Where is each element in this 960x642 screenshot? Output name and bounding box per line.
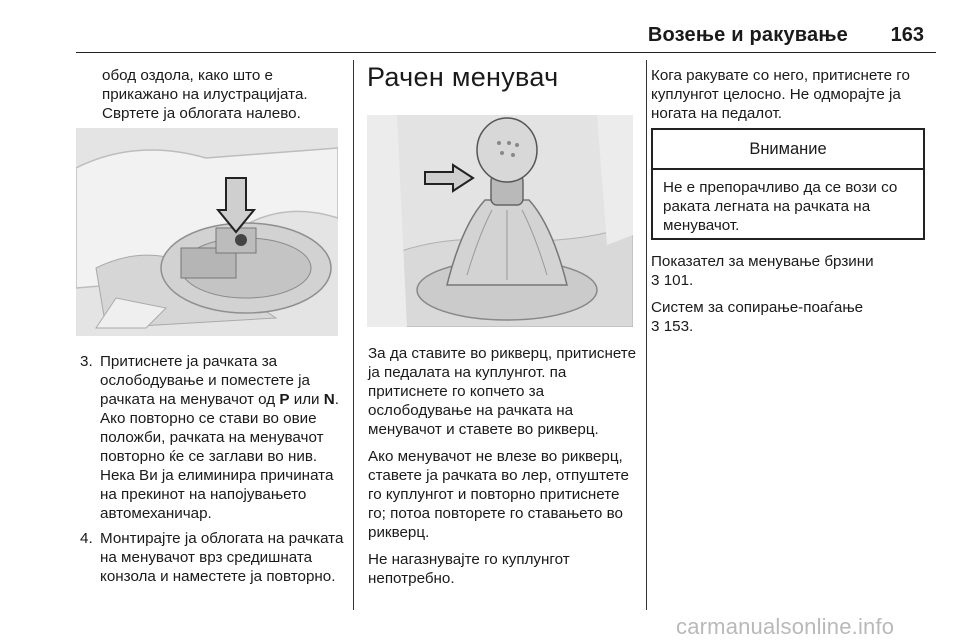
watermark: carmanualsonline.info (676, 614, 895, 639)
reference-gear-indicator: Показател за менување брзини 3 101. (651, 253, 874, 289)
step-3-or: или (289, 391, 324, 408)
gear-lever-drawing (367, 115, 633, 327)
left-column-intro (102, 66, 342, 123)
console-trim-drawing (76, 128, 338, 336)
step-4-text: Монтирајте ја облогата на рачката на менувачот врз средишната конзола и наместете ја повторно. (100, 530, 344, 585)
reference-arrow-icon: 3 (651, 272, 660, 289)
notice-title: Внимание (653, 130, 923, 170)
clutch-operation-text: Кога ракувате со него, притиснете го куплунгот целосно. Не одморајте ја ногата на педалот. (651, 67, 910, 122)
key-n: N (323, 391, 335, 408)
manual-transmission-heading: Рачен менувач (367, 62, 559, 92)
step-3-text-a: Притиснете ја рачката за ослободување и поместете ја рачката на менувачот од (100, 353, 310, 408)
step-3 (76, 352, 346, 523)
reference-arrow-icon: 3 (651, 318, 660, 335)
column-divider-left (353, 60, 354, 610)
column-divider-right (646, 60, 647, 610)
middle-column-text (368, 344, 636, 596)
step-3-number: 3. (80, 353, 93, 370)
right-column-intro (651, 66, 931, 131)
key-p: P (279, 391, 290, 408)
page-number: 163 (890, 24, 924, 46)
console-trim-illustration (76, 128, 338, 336)
header-rule (76, 52, 936, 53)
reference-stop-start: Систем за сопирање-поаѓање 3 153. (651, 299, 864, 335)
step-3-text-b: . Ако повторно се стави во овие положби, рачката на менувачот повторно ќе се заглави во нив. Нека Ви ја елиминира причината на прекинот на напојувањето автомеханичар. (100, 391, 339, 522)
reverse-retry-instructions: Ако менувачот не влезе во рикверц, ставете ја рачката во лер, отпуштете го куплунгот и повторно притиснете го; потоа повторете го ставањето во рикверц. (368, 448, 629, 541)
section-title: Возење и ракување (647, 24, 848, 46)
step-4 (76, 529, 346, 586)
left-column-steps (76, 352, 346, 592)
reverse-instructions: За да ставите во рикверц, притиснете ја педалата на куплунгот. па притиснете го копчето за ослободување на рачката на менувачот и ставете во рикверц. (368, 345, 637, 438)
step-4-number: 4. (80, 530, 93, 547)
clutch-advice: Не нагазнувајте го куплунгот непотребно. (368, 551, 570, 587)
reference-page-1[interactable]: 101. (663, 272, 694, 289)
gear-lever-illustration (367, 115, 633, 327)
intro-text: обод оздола, како што е прикажано на илустрацијата. Свртете ја облогата налево. (102, 67, 308, 122)
right-column-references (651, 252, 931, 344)
reference-page-2[interactable]: 153. (663, 318, 694, 335)
notice-box (651, 128, 925, 240)
notice-text: Не е препорачливо да се вози со раката легната на рачката на менувачот. (663, 179, 898, 234)
